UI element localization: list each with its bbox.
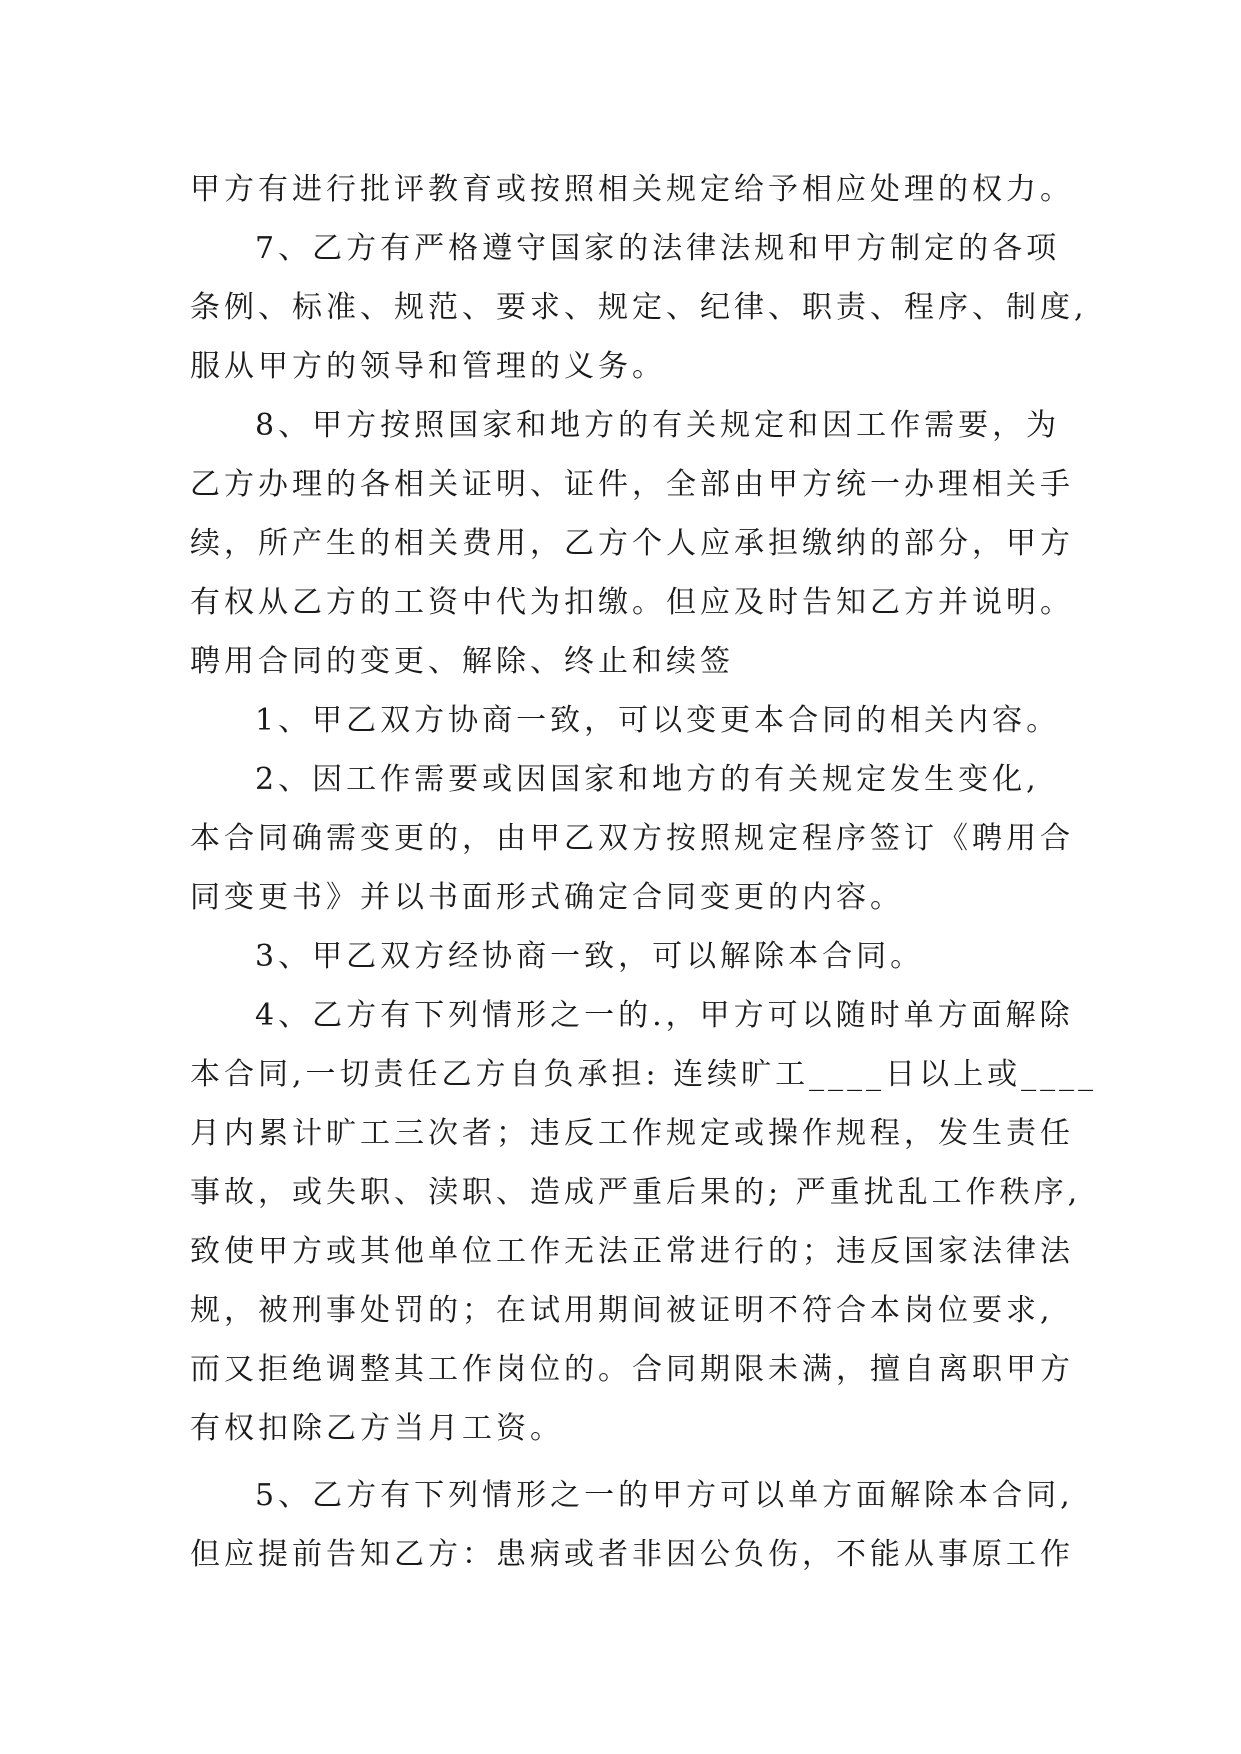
text-line: 条例、标准、规范、要求、规定、纪律、职责、程序、制度,	[190, 290, 1088, 325]
clause-3-line: 3、甲乙双方经协商一致，可以解除本合同。	[255, 939, 925, 974]
text-line: 致使甲方或其他单位工作无法正常进行的；违反国家法律法	[190, 1234, 1074, 1269]
text-line: 服从甲方的领导和管理的义务。	[190, 349, 666, 384]
text-line: 但应提前告知乙方：患病或者非因公负伤，不能从事原工作	[190, 1537, 1074, 1572]
section-heading: 聘用合同的变更、解除、终止和续签	[190, 644, 734, 679]
contract-body-text	[190, 160, 1098, 1584]
clause-1-line: 1、甲乙双方协商一致，可以变更本合同的相关内容。	[255, 703, 1061, 738]
text-line: 而又拒绝调整其工作岗位的。合同期限未满，擅自离职甲方	[190, 1352, 1074, 1387]
text-line: 甲方有进行批评教育或按照相关规定给予相应处理的权力。	[190, 172, 1074, 207]
text-line: 本合同确需变更的，由甲乙双方按照规定程序签订《聘用合	[190, 821, 1074, 856]
clause-2-line: 2、因工作需要或因国家和地方的有关规定发生变化,	[255, 762, 1040, 797]
clause-8-line: 8、甲方按照国家和地方的有关规定和因工作需要，为	[255, 408, 1061, 443]
clause-4-line: 4、乙方有下列情形之一的.，甲方可以随时单方面解除	[255, 998, 1074, 1033]
clause-5-line: 5、乙方有下列情形之一的甲方可以单方面解除本合同,	[255, 1478, 1074, 1513]
text-line: 同变更书》并以书面形式确定合同变更的内容。	[190, 880, 904, 915]
text-line: 月内累计旷工三次者；违反工作规定或操作规程，发生责任	[190, 1116, 1074, 1151]
text-line: 乙方办理的各相关证明、证件，全部由甲方统一办理相关手	[190, 467, 1074, 502]
clause-7-line: 7、乙方有严格遵守国家的法律法规和甲方制定的各项	[255, 231, 1061, 266]
text-line: 事故，或失职、渎职、造成严重后果的; 严重扰乱工作秩序,	[190, 1175, 1082, 1210]
text-line: 有权从乙方的工资中代为扣缴。但应及时告知乙方并说明。	[190, 585, 1074, 620]
text-line: 本合同,一切责任乙方自负承担: 连续旷工____日以上或____	[190, 1057, 1098, 1092]
text-line: 续，所产生的相关费用，乙方个人应承担缴纳的部分，甲方	[190, 526, 1074, 561]
text-line: 规，被刑事处罚的；在试用期间被证明不符合本岗位要求,	[190, 1293, 1054, 1328]
text-line: 有权扣除乙方当月工资。	[190, 1411, 564, 1446]
